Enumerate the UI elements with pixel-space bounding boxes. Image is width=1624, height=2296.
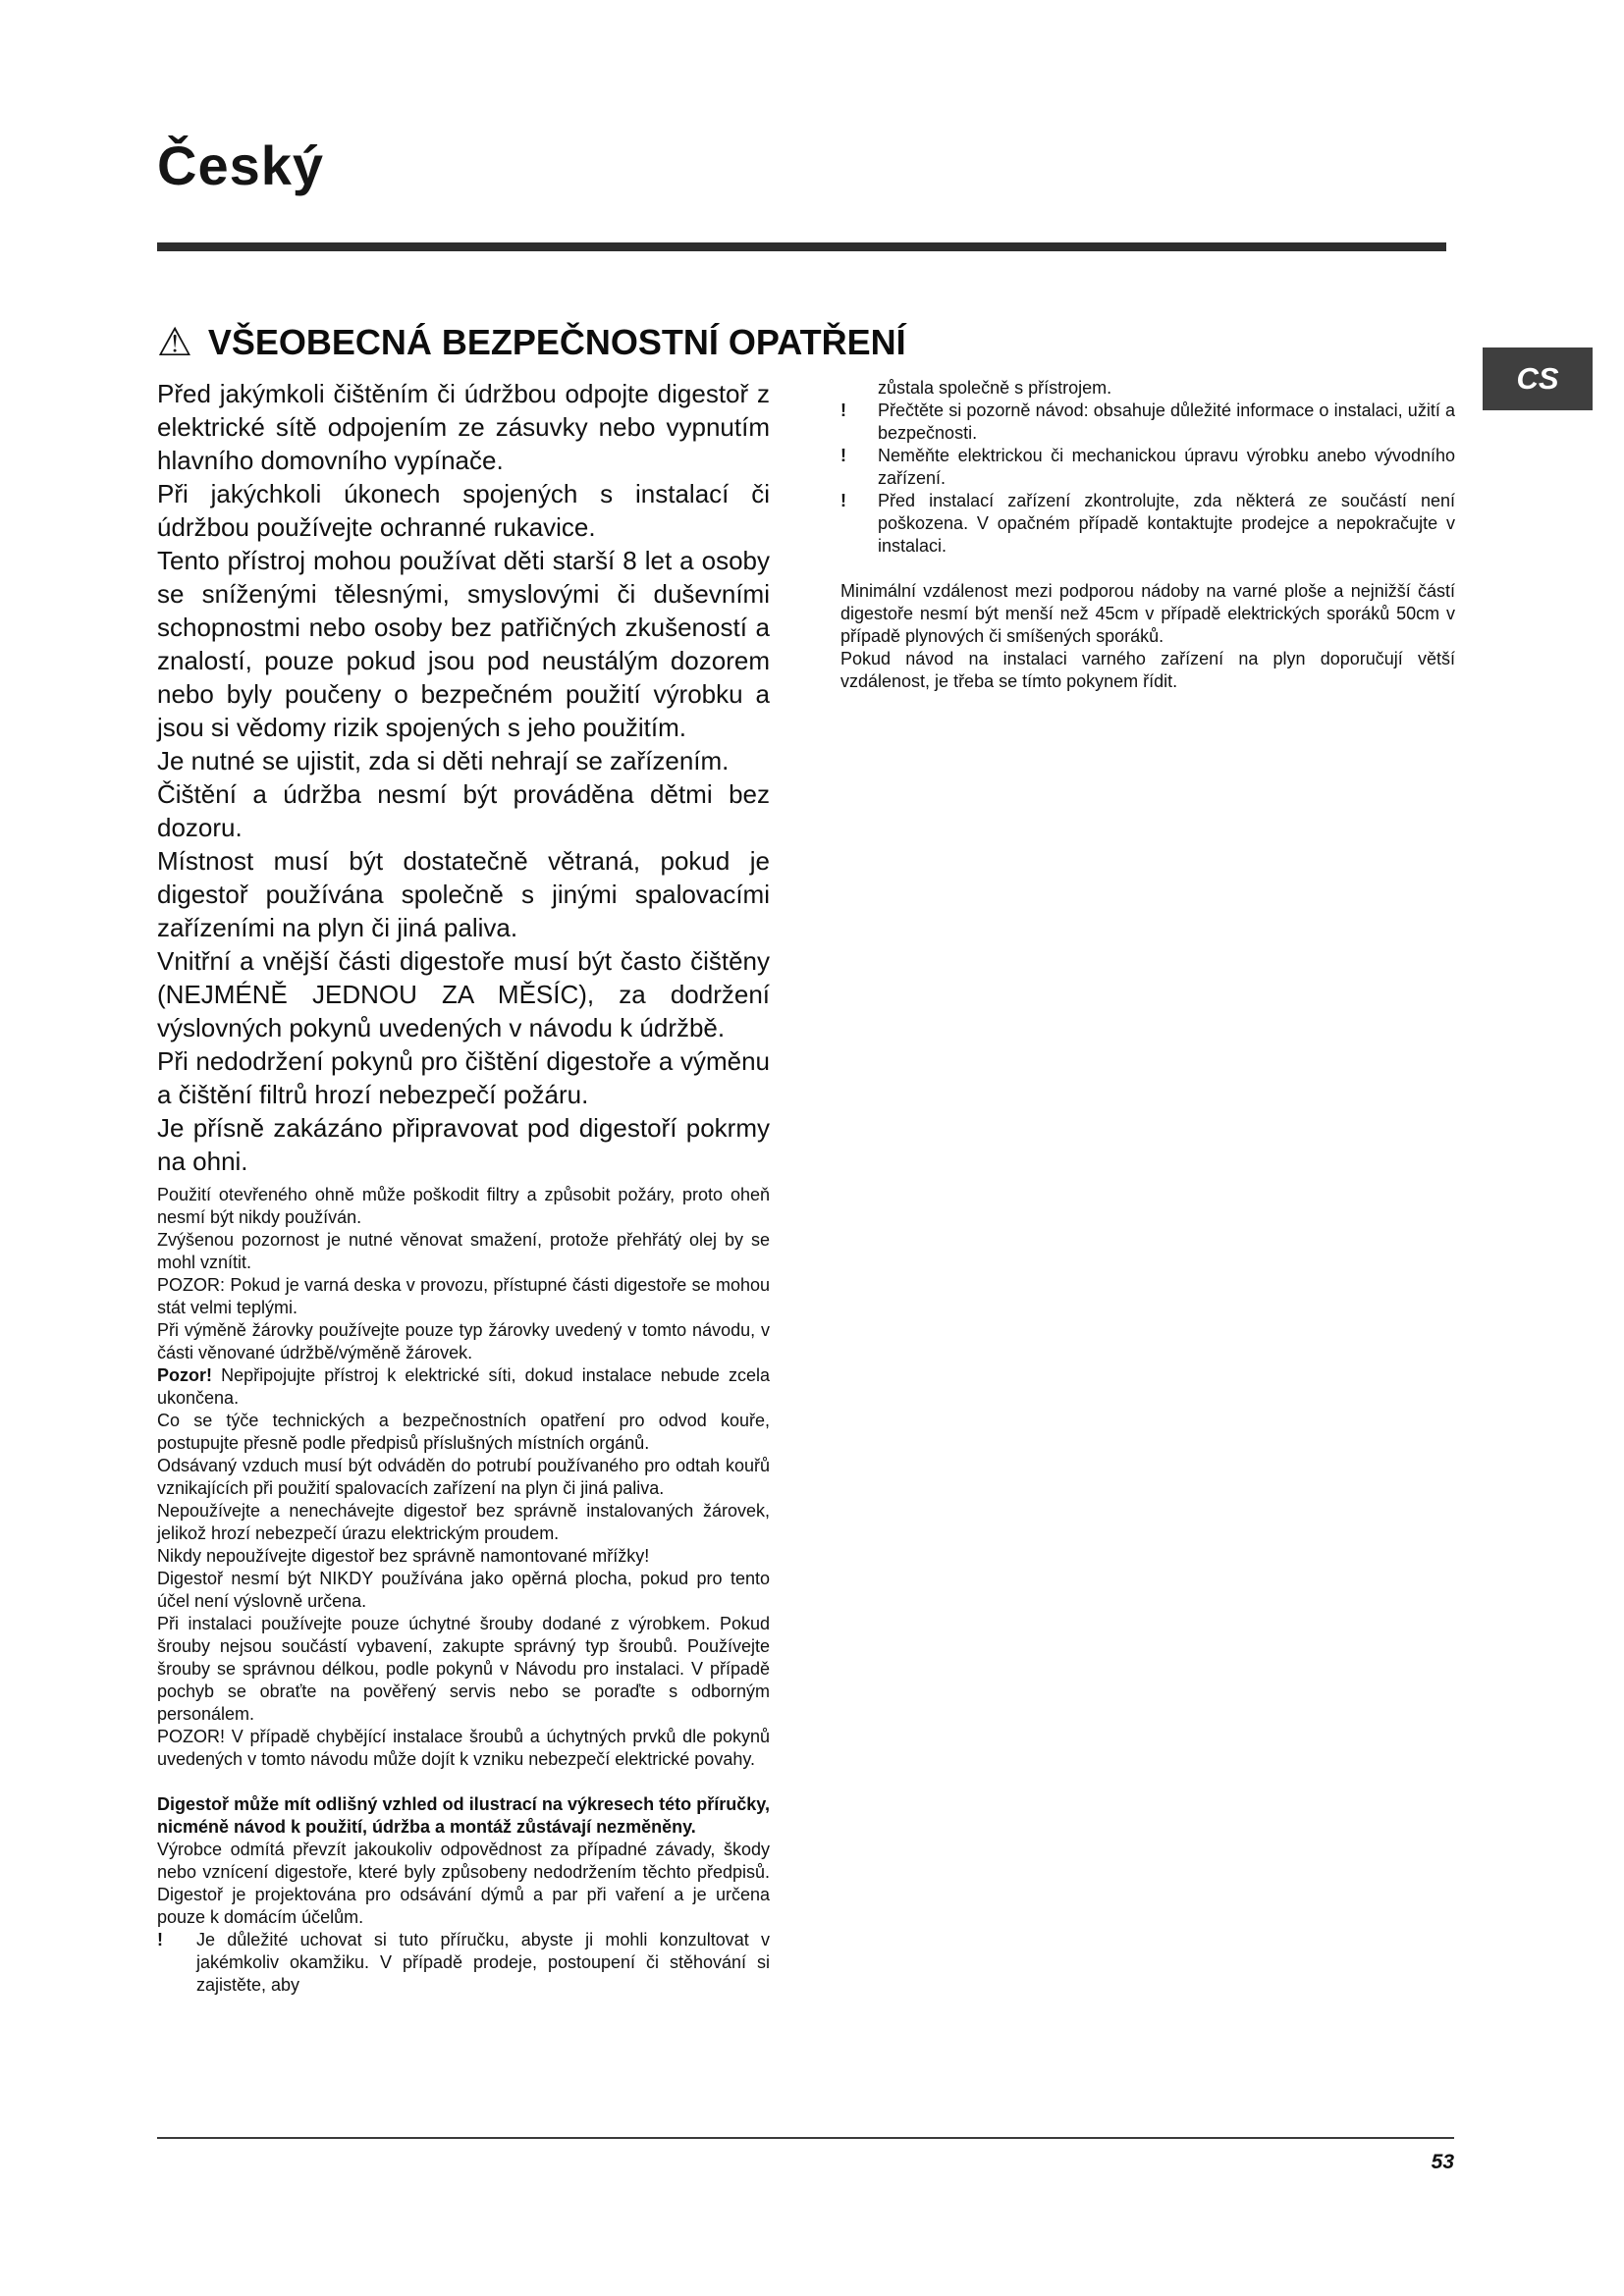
small-paragraph: [157, 1500, 770, 1545]
lead-paragraph: Tento přístroj mohou používat děti starší 8 let a osoby se sníženými tělesnými, smyslovými či duševními schopnostmi nebo osoby bez patřičných zkušeností a znalostí, pouze pokud jsou pod neustálým dozorem nebo byly poučeny o bezpečném použití výrobku a jsou si vědomy rizik spojených s jeho použitím.: [157, 546, 770, 742]
paragraph-text: Použití otevřeného ohně může poškodit filtry a způsobit požáry, proto oheň nesmí být nikdy používán.: [157, 1185, 770, 1227]
paragraph-text: Odsávaný vzduch musí být odváděn do potrubí používaného pro odtah kouřů vznikajících při použití spalovacích zařízení na plyn či jiná paliva.: [157, 1456, 770, 1498]
paragraph-text: Při instalaci používejte pouze úchytné šrouby dodané z výrobkem. Pokud šrouby nejsou součástí vybavení, zakupte správný typ šroubů. Používejte šrouby se správnou délkou, podle pokynů v Návodu pro instalaci. V případě pochyb se obraťte na pověřený servis nebo se poraďte s odborným personálem.: [157, 1614, 770, 1724]
lead-paragraph: Při nedodržení pokynů pro čištění digestoře a výměnu a čištění filtrů hrozí nebezpečí požáru.: [157, 1046, 770, 1109]
paragraph-text: POZOR: Pokud je varná deska v provozu, přístupné části digestoře se mohou stát velmi teplými.: [157, 1275, 770, 1317]
two-column-body: [157, 377, 1455, 1997]
section-title: VŠEOBECNÁ BEZPEČNOSTNÍ OPATŘENÍ: [207, 322, 906, 362]
paragraph-text: Zvýšenou pozornost je nutné věnovat smažení, protože přehřátý olej by se mohl vznítit.: [157, 1230, 770, 1272]
paragraph-text: Nepřipojujte přístroj k elektrické síti, dokud instalace nebude zcela ukončena.: [157, 1365, 770, 1408]
lead-paragraphs: [157, 377, 770, 1178]
lead-paragraph: Je nutné se ujistit, zda si děti nehrají se zařízením.: [157, 746, 730, 775]
small-paragraphs: [157, 1184, 770, 1771]
lead-paragraph: Vnitřní a vnější části digestoře musí být často čištěny (NEJMÉNĚ JEDNOU ZA MĚSÍC), za dodržení výslovných pokynů uvedených v návodu k údržbě.: [157, 946, 770, 1042]
lead-paragraph: Při jakýchkoli úkonech spojených s instalací či údržbou používejte ochranné rukavice.: [157, 479, 770, 542]
note-text: Neměňte elektrickou či mechanickou úpravu výrobku anebo vývodního zařízení.: [878, 446, 1455, 488]
distance-paragraph: Minimální vzdálenost mezi podporou nádoby na varné ploše a nejnižší částí digestoře nesmí být menší než 45cm v případě elektrických sporáků 50cm v případě plynových či smíšených sporáků.: [840, 581, 1455, 646]
distance-paragraphs: [840, 580, 1455, 693]
note-text: Před instalací zařízení zkontrolujte, zda některá ze součástí není poškozena. V opačném případě kontaktujte prodejce a nepokračujte v instalaci.: [878, 491, 1455, 556]
small-paragraph: [157, 1545, 770, 1568]
exclamation-marker: !: [157, 1930, 163, 1949]
exclamation-marker: !: [840, 491, 846, 510]
note-item: [157, 1929, 770, 1997]
small-paragraph: [157, 1726, 770, 1771]
page-title: Český: [157, 134, 325, 196]
section-heading: [157, 322, 1455, 363]
manufacturer-note: Výrobce odmítá převzít jakoukoliv odpovědnost za případné závady, škody nebo vznícení digestoře, které byly způsobeny nedodržením těchto předpisů. Digestoř je projektována pro odsávání dýmů a par při vaření a je určena pouze k domácím účelům.: [157, 1840, 770, 1927]
paragraph-text: Co se týče technických a bezpečnostních opatření pro odvod kouře, postupujte přesně podle předpisů příslušných místních orgánů.: [157, 1411, 770, 1453]
note-item: [840, 445, 1455, 490]
paragraph-text: Nepoužívejte a nenechávejte digestoř bez správně instalovaných žárovek, jelikož hrozí nebezpečí úrazu elektrickým proudem.: [157, 1501, 770, 1543]
note-text: Je důležité uchovat si tuto příručku, abyste ji mohli konzultovat v jakémkoliv okamžiku. V případě prodeje, postoupení či stěhování si zajistěte, aby: [196, 1930, 770, 1995]
appearance-note: Digestoř může mít odlišný vzhled od ilustrací na výkresech této příručky, nicméně návod k použití, údržba a montáž zůstávají nezměněny.: [157, 1794, 770, 1837]
small-paragraph: [157, 1455, 770, 1500]
paragraph-text: Digestoř nesmí být NIKDY používána jako opěrná plocha, pokud pro tento účel není výslovně určena.: [157, 1569, 770, 1611]
paragraph-text: POZOR! V případě chybějící instalace šroubů a úchytných prvků dle pokynů uvedených v tomto návodu může dojít k vzniku nebezpečí elektrické povahy.: [157, 1727, 770, 1769]
note-item: [840, 377, 1455, 400]
small-paragraph: [157, 1229, 770, 1274]
lead-paragraph: Místnost musí být dostatečně větraná, pokud je digestoř používána společně s jinými spalovacími zařízeními na plyn či jiná paliva.: [157, 846, 770, 942]
warning-triangle-icon: ⚠: [157, 321, 192, 364]
title-divider: [157, 242, 1446, 251]
note-item: [840, 400, 1455, 445]
small-paragraph: [157, 1319, 770, 1364]
lead-paragraph: Je přísně zakázáno připravovat pod digestoří pokrmy na ohni.: [157, 1113, 770, 1176]
small-paragraph: [157, 1184, 770, 1229]
distance-paragraph: Pokud návod na instalaci varného zařízení na plyn doporučují větší vzdálenost, je třeba se tímto pokynem řídit.: [840, 649, 1455, 691]
exclamation-marker: !: [840, 400, 846, 420]
small-paragraph: [157, 1613, 770, 1726]
lead-paragraph: Před jakýmkoli čištěním či údržbou odpojte digestoř z elektrické sítě odpojením ze zásuvky nebo vypnutím hlavního domovního vypínače.: [157, 379, 770, 475]
note-item: [840, 490, 1455, 558]
lead-paragraph: Čištění a údržba nesmí být prováděna dětmi bez dozoru.: [157, 779, 770, 842]
small-paragraph: [157, 1274, 770, 1319]
exclamation-marker: !: [840, 446, 846, 465]
small-paragraph: [157, 1364, 770, 1410]
right-column: [840, 377, 1455, 1997]
note-text: Přečtěte si pozorně návod: obsahuje důležité informace o instalaci, užití a bezpečnosti.: [878, 400, 1455, 443]
footer-divider: [157, 2137, 1454, 2139]
right-note-list: [840, 377, 1455, 558]
note-text: zůstala společně s přístrojem.: [878, 378, 1112, 398]
language-badge: CS: [1483, 347, 1593, 410]
left-column: [157, 377, 770, 1997]
left-note-list: [157, 1929, 770, 1997]
paragraph-text: Při výměně žárovky používejte pouze typ žárovky uvedený v tomto návodu, v části věnované údržbě/výměně žárovek.: [157, 1320, 770, 1362]
small-paragraph: [157, 1568, 770, 1613]
manual-page: [157, 0, 1455, 1997]
paragraph-text: Nikdy nepoužívejte digestoř bez správně namontované mřížky!: [157, 1546, 650, 1566]
page-number: 53: [1431, 2151, 1454, 2173]
bold-prefix: Pozor!: [157, 1365, 212, 1385]
small-paragraph: [157, 1410, 770, 1455]
